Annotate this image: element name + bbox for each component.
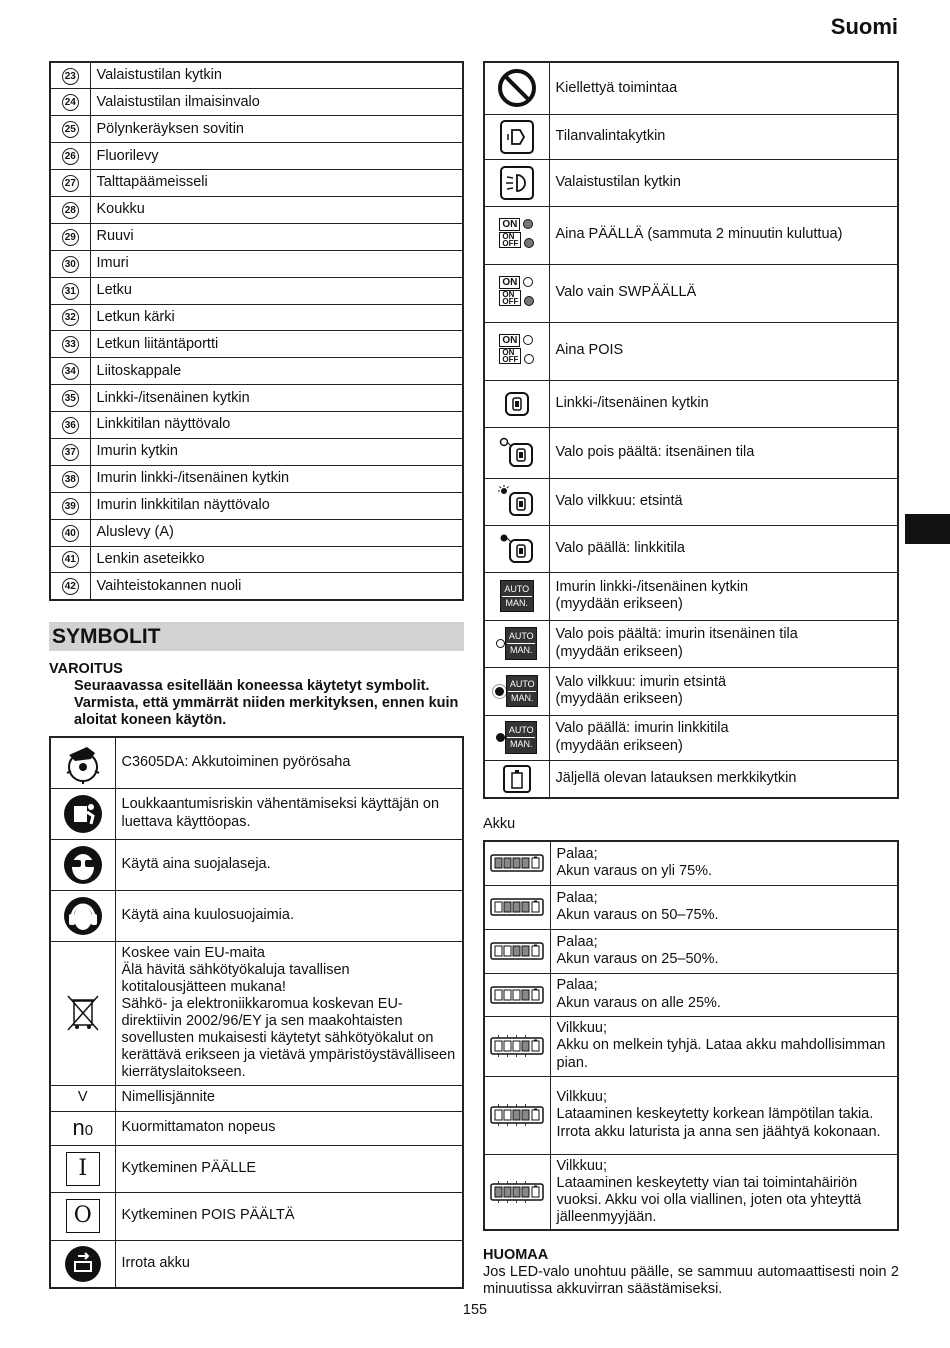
read-manual-icon [50, 788, 115, 839]
ear-protection-icon [50, 890, 115, 941]
symbol-text: Aina PÄÄLLÄ (sammuta 2 minuutin kuluttua) [549, 206, 898, 264]
symbol-text: Valo vilkkuu: imurin etsintä (myydään erikseen) [549, 667, 898, 715]
symbol-row [484, 620, 898, 667]
battery-check-icon [484, 760, 549, 798]
symbol-text: Jäljellä olevan latauksen merkkikytkin [549, 760, 898, 798]
page-language: Suomi [830, 14, 898, 39]
circular-saw-icon [50, 737, 115, 788]
parts-row [50, 62, 463, 89]
symbol-text: Nimellisjännite [115, 1085, 463, 1111]
symbol-row [484, 572, 898, 620]
section-tab-marker [905, 514, 950, 544]
part-number-cell [50, 89, 90, 116]
part-number-cell [50, 116, 90, 143]
part-label: Pölynkeräyksen sovitin [90, 116, 463, 143]
part-number-cell [50, 304, 90, 331]
voltage-symbol: V [50, 1085, 115, 1111]
part-number-cell [50, 277, 90, 304]
part-number: 36 [62, 417, 79, 434]
part-label: Linkki-/itsenäinen kytkin [90, 385, 463, 412]
symbol-text: Kytkeminen PÄÄLLE [115, 1145, 463, 1192]
symbol-row [50, 788, 463, 839]
part-label: Letkun liitäntäportti [90, 331, 463, 358]
no-load-speed-symbol [50, 1111, 115, 1145]
part-number-cell [50, 465, 90, 492]
on-label: ON [499, 218, 520, 231]
part-label: Liitoskappale [90, 358, 463, 385]
parts-row [50, 358, 463, 385]
part-number-cell [50, 196, 90, 223]
symbol-row [484, 264, 898, 322]
symbol-row [50, 941, 463, 1085]
auto-man-light-blink-icon [484, 667, 549, 715]
part-number: 26 [62, 148, 79, 165]
auto-label: AUTO [507, 630, 535, 644]
section-title-symbolit: SYMBOLIT [49, 622, 464, 651]
symbol-row [484, 114, 898, 159]
symbol-text: Kytkeminen POIS PÄÄLTÄ [115, 1192, 463, 1240]
battery-row [484, 929, 898, 973]
battery-section-label: Akku [483, 816, 516, 832]
parts-row [50, 116, 463, 143]
no-load-speed-n: n [72, 1115, 85, 1141]
part-number: 35 [62, 390, 79, 407]
switch-off-glyph: O [66, 1199, 100, 1233]
part-label: Aluslevy (A) [90, 519, 463, 546]
battery-1-bar-icon [484, 973, 550, 1016]
symbol-text: Aina POIS [549, 322, 898, 380]
left-symbols-table [49, 736, 464, 1289]
symbol-text: Koskee vain EU-maita Älä hävitä sähkötyökaluja tavallisen kotitalousjätteen mukana! Sähkö- ja elektroniikkaromua koskevan EU-direktiivin 2002/96/EY ja sen maakohtaisten sovellusten mukaisesti käytetyt sähkötyökalut on kerättävä erikseen ja vietävä ympäristöystävälliseen kierrätyslaitokseen. [115, 941, 463, 1085]
symbol-text: Imurin linkki-/itsenäinen kytkin (myydään erikseen) [549, 572, 898, 620]
part-label: Fluorilevy [90, 143, 463, 170]
symbol-row [50, 1192, 463, 1240]
symbol-text: Linkki-/itsenäinen kytkin [549, 380, 898, 427]
symbol-text: Valo päällä: imurin linkkitila (myydään erikseen) [549, 715, 898, 760]
part-number-cell [50, 385, 90, 412]
symbol-text: Kuormittamaton nopeus [115, 1111, 463, 1145]
symbol-row [484, 715, 898, 760]
auto-man-icon [484, 572, 549, 620]
link-light-blink-icon [484, 478, 549, 525]
battery-status-text: Vilkkuu; Akku on melkein tyhjä. Lataa akku mahdollisimman pian. [550, 1016, 898, 1076]
symbol-text: Valo pois päältä: itsenäinen tila [549, 427, 898, 478]
part-label: Lenkin aseteikko [90, 546, 463, 573]
parts-row [50, 412, 463, 439]
link-switch-icon [484, 380, 549, 427]
on-off-led-icon: ON ON OFF [484, 264, 549, 322]
parts-row [50, 331, 463, 358]
safety-glasses-icon [50, 839, 115, 890]
part-number: 32 [62, 309, 79, 326]
part-number-cell [50, 358, 90, 385]
part-number: 33 [62, 336, 79, 353]
note-title: HUOMAA [483, 1247, 549, 1263]
part-label: Imurin linkki-/itsenäinen kytkin [90, 465, 463, 492]
symbol-text: Käytä aina suojalaseja. [115, 839, 463, 890]
part-number: 24 [62, 94, 79, 111]
parts-row [50, 143, 463, 170]
symbol-row [50, 1085, 463, 1111]
switch-on-glyph: I [66, 1152, 100, 1186]
part-label: Linkkitilan näyttövalo [90, 412, 463, 439]
part-number-cell [50, 492, 90, 519]
part-label: Valaistustilan kytkin [90, 62, 463, 89]
parts-row [50, 170, 463, 197]
part-label: Imurin linkkitilan näyttövalo [90, 492, 463, 519]
symbol-row [484, 427, 898, 478]
part-number: 37 [62, 444, 79, 461]
parts-row [50, 89, 463, 116]
no-load-speed-sub: 0 [84, 1122, 94, 1140]
part-label: Letkun kärki [90, 304, 463, 331]
parts-row [50, 519, 463, 546]
part-number: 40 [62, 525, 79, 542]
part-label: Letku [90, 277, 463, 304]
part-label: Koukku [90, 196, 463, 223]
battery-row [484, 1076, 898, 1154]
part-number: 25 [62, 121, 79, 138]
battery-row [484, 973, 898, 1016]
on-label: ON [499, 276, 520, 289]
part-number: 30 [62, 256, 79, 273]
auto-label: AUTO [508, 678, 536, 692]
parts-row [50, 223, 463, 250]
battery-3-bars-icon [484, 885, 550, 929]
symbol-text: C3605DA: Akkutoiminen pyörösaha [115, 737, 463, 788]
symbol-text: Valo vain SWPÄÄLLÄ [549, 264, 898, 322]
symbol-row [484, 478, 898, 525]
off-label: OFF [502, 354, 519, 364]
right-symbols-table [483, 61, 899, 799]
parts-row [50, 385, 463, 412]
light-mode-icon [484, 159, 549, 206]
battery-row [484, 1016, 898, 1076]
part-number: 28 [62, 202, 79, 219]
part-number-cell [50, 438, 90, 465]
symbol-row [50, 890, 463, 941]
symbol-row [484, 380, 898, 427]
symbol-row [484, 159, 898, 206]
symbol-row [50, 737, 463, 788]
symbol-row [484, 760, 898, 798]
symbol-row [484, 525, 898, 572]
symbol-text: Irrota akku [115, 1240, 463, 1288]
symbol-row [484, 62, 898, 114]
mode-select-icon [484, 114, 549, 159]
warning-text: Seuraavassa esitellään koneessa käytetyt symbolit. Varmista, että ymmärrät niiden merkityksen, ennen kuin aloitat koneen käytön. [74, 678, 459, 728]
on-off-led-icon: ON ON OFF [484, 206, 549, 264]
battery-status-text: Palaa; Akun varaus on yli 75%. [550, 841, 898, 885]
battery-row [484, 885, 898, 929]
battery-status-text: Palaa; Akun varaus on 25–50%. [550, 929, 898, 973]
symbol-text: Tilanvalintakytkin [549, 114, 898, 159]
part-label: Imuri [90, 250, 463, 277]
part-number: 29 [62, 229, 79, 246]
part-number: 34 [62, 363, 79, 380]
battery-row [484, 841, 898, 885]
part-number-cell [50, 143, 90, 170]
symbol-row [50, 1111, 463, 1145]
auto-man-light-off-icon [484, 620, 549, 667]
symbol-text: Valo vilkkuu: etsintä [549, 478, 898, 525]
part-label: Vaihteistokannen nuoli [90, 573, 463, 600]
parts-row [50, 196, 463, 223]
symbol-text: Valo päällä: linkkitila [549, 525, 898, 572]
part-number-cell [50, 250, 90, 277]
part-number-cell [50, 573, 90, 600]
switch-off-icon [50, 1192, 115, 1240]
battery-status-text: Vilkkuu; Lataaminen keskeytetty vian tai toimintahäiriön vuoksi. Akku voi olla viallinen, joten ota yhteyttä jälleenmyyjään. [550, 1154, 898, 1230]
part-number: 39 [62, 498, 79, 515]
note-text: Jos LED-valo unohtuu päälle, se sammuu automaattisesti noin 2 minuutissa akkuvirran säästämiseksi. [483, 1264, 899, 1297]
parts-row [50, 304, 463, 331]
switch-on-icon [50, 1145, 115, 1192]
part-number: 31 [62, 283, 79, 300]
battery-blink-alt-icon [484, 1076, 550, 1154]
part-number-cell [50, 62, 90, 89]
auto-label: AUTO [502, 583, 532, 597]
parts-row [50, 573, 463, 600]
parts-row [50, 465, 463, 492]
off-label: OFF [502, 238, 519, 248]
on-off-led-icon: ON ON OFF [484, 322, 549, 380]
part-label: Imurin kytkin [90, 438, 463, 465]
parts-row [50, 438, 463, 465]
part-number-cell [50, 223, 90, 250]
parts-row [50, 250, 463, 277]
symbol-text: Valaistustilan kytkin [549, 159, 898, 206]
battery-table [483, 840, 899, 1231]
part-number-cell [50, 331, 90, 358]
auto-man-light-on-icon [484, 715, 549, 760]
remove-battery-icon [50, 1240, 115, 1288]
man-label: MAN. [510, 645, 533, 655]
parts-row [50, 277, 463, 304]
part-number: 42 [62, 578, 79, 595]
symbol-row [50, 1240, 463, 1288]
parts-row [50, 546, 463, 573]
symbol-text: Loukkaantumisriskin vähentämiseksi käyttäjän on luettava käyttöopas. [115, 788, 463, 839]
symbol-row [50, 1145, 463, 1192]
battery-status-text: Palaa; Akun varaus on alle 25%. [550, 973, 898, 1016]
part-number-cell [50, 170, 90, 197]
part-number-cell [50, 519, 90, 546]
part-number: 38 [62, 471, 79, 488]
part-number: 27 [62, 175, 79, 192]
parts-row [50, 492, 463, 519]
battery-status-text: Palaa; Akun varaus on 50–75%. [550, 885, 898, 929]
battery-row [484, 1154, 898, 1230]
on-label: ON [499, 334, 520, 347]
part-label: Valaistustilan ilmaisinvalo [90, 89, 463, 116]
symbol-text: Käytä aina kuulosuojaimia. [115, 890, 463, 941]
page-number: 155 [462, 1302, 488, 1318]
part-number: 23 [62, 68, 79, 85]
man-label: MAN. [511, 692, 534, 703]
warning-title: VAROITUS [49, 661, 123, 677]
symbol-text: Valo pois päältä: imurin itsenäinen tila (myydään erikseen) [549, 620, 898, 667]
part-label: Talttapäämeisseli [90, 170, 463, 197]
man-label: MAN. [505, 597, 528, 608]
symbol-row [484, 667, 898, 715]
auto-label: AUTO [507, 724, 535, 738]
part-number-cell [50, 546, 90, 573]
symbol-text: Kiellettyä toimintaa [549, 62, 898, 114]
battery-blink-1-icon [484, 1016, 550, 1076]
symbol-row [50, 839, 463, 890]
weee-bin-icon [50, 941, 115, 1085]
part-number-cell [50, 412, 90, 439]
battery-status-text: Vilkkuu; Lataaminen keskeytetty korkean lämpötilan takia. Irrota akku laturista ja anna sen jäähtyä kokonaan. [550, 1076, 898, 1154]
battery-4-bars-icon [484, 841, 550, 885]
battery-2-bars-icon [484, 929, 550, 973]
symbol-row [484, 206, 898, 264]
part-number: 41 [62, 551, 79, 568]
link-light-on-icon [484, 525, 549, 572]
link-light-off-icon [484, 427, 549, 478]
part-label: Ruuvi [90, 223, 463, 250]
parts-table [49, 61, 464, 601]
off-label: OFF [502, 296, 519, 306]
man-label: MAN. [510, 739, 533, 749]
battery-blink-all-icon [484, 1154, 550, 1230]
prohibited-icon [484, 62, 549, 114]
symbol-row [484, 322, 898, 380]
